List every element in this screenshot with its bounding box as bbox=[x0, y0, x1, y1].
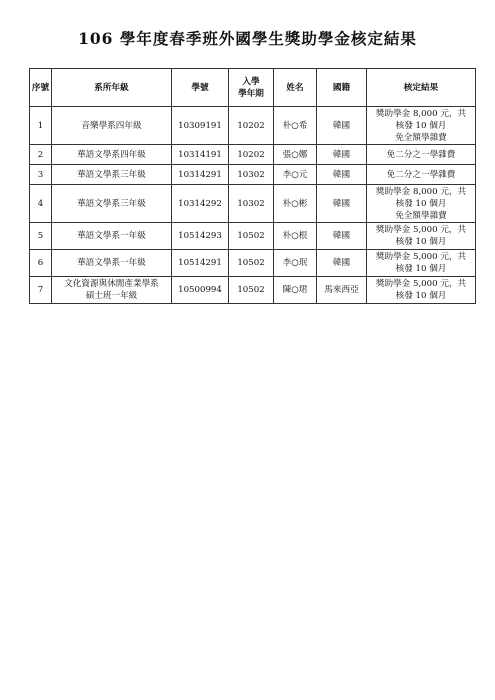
cell-name: 陳○珺 bbox=[274, 277, 317, 304]
cell-result: 獎助學金 5,000 元，共 核發 10 個月 bbox=[367, 250, 476, 277]
cell-student-id: 10314292 bbox=[172, 185, 229, 223]
cell-seq: 1 bbox=[30, 107, 52, 145]
cell-student-id: 10309191 bbox=[172, 107, 229, 145]
cell-name: 張○娜 bbox=[274, 145, 317, 165]
cell-student-id: 10514291 bbox=[172, 250, 229, 277]
cell-nationality: 韓國 bbox=[317, 165, 367, 185]
table-row bbox=[30, 145, 476, 165]
cell-name: 朴○希 bbox=[274, 107, 317, 145]
table-row bbox=[30, 223, 476, 250]
cell-result: 免二分之一學雜費 bbox=[367, 145, 476, 165]
cell-result: 獎助學金 5,000 元，共 核發 10 個月 bbox=[367, 223, 476, 250]
cell-seq: 7 bbox=[30, 277, 52, 304]
table-row bbox=[30, 165, 476, 185]
cell-seq: 2 bbox=[30, 145, 52, 165]
cell-student-id: 10314191 bbox=[172, 145, 229, 165]
cell-result: 獎助學金 5,000 元，共 核發 10 個月 bbox=[367, 277, 476, 304]
cell-entry-term: 10302 bbox=[229, 165, 274, 185]
cell-nationality: 馬來西亞 bbox=[317, 277, 367, 304]
cell-name: 朴○彬 bbox=[274, 185, 317, 223]
cell-result: 獎助學金 8,000 元，共 核發 10 個月 免全額學雜費 bbox=[367, 185, 476, 223]
cell-student-id: 10500994 bbox=[172, 277, 229, 304]
table-header-row bbox=[30, 69, 476, 107]
header-entry-term: 入學 學年期 bbox=[229, 69, 274, 107]
header-result: 核定結果 bbox=[367, 69, 476, 107]
cell-seq: 5 bbox=[30, 223, 52, 250]
header-seq: 序號 bbox=[30, 69, 52, 107]
cell-nationality: 韓國 bbox=[317, 145, 367, 165]
cell-result: 獎助學金 8,000 元，共 核發 10 個月 免全額學雜費 bbox=[367, 107, 476, 145]
cell-dept: 華語文學系四年級 bbox=[52, 145, 172, 165]
cell-name: 李○珉 bbox=[274, 250, 317, 277]
cell-nationality: 韓國 bbox=[317, 107, 367, 145]
cell-dept: 華語文學系一年級 bbox=[52, 250, 172, 277]
cell-nationality: 韓國 bbox=[317, 223, 367, 250]
cell-entry-term: 10502 bbox=[229, 250, 274, 277]
cell-dept: 華語文學系三年級 bbox=[52, 185, 172, 223]
cell-entry-term: 10502 bbox=[229, 223, 274, 250]
table-row bbox=[30, 107, 476, 145]
table-row bbox=[30, 250, 476, 277]
cell-student-id: 10314291 bbox=[172, 165, 229, 185]
cell-entry-term: 10302 bbox=[229, 185, 274, 223]
header-student-id: 學號 bbox=[172, 69, 229, 107]
page-title: 106 學年度春季班外國學生獎助學金核定結果 bbox=[78, 29, 417, 48]
cell-dept: 華語文學系三年級 bbox=[52, 165, 172, 185]
header-dept: 系所年級 bbox=[52, 69, 172, 107]
cell-result: 免二分之一學雜費 bbox=[367, 165, 476, 185]
scholarship-result-table bbox=[29, 68, 476, 304]
cell-dept: 音樂學系四年級 bbox=[52, 107, 172, 145]
cell-nationality: 韓國 bbox=[317, 250, 367, 277]
table-row bbox=[30, 185, 476, 223]
cell-seq: 4 bbox=[30, 185, 52, 223]
cell-student-id: 10514293 bbox=[172, 223, 229, 250]
cell-name: 李○元 bbox=[274, 165, 317, 185]
cell-seq: 6 bbox=[30, 250, 52, 277]
cell-dept: 華語文學系一年級 bbox=[52, 223, 172, 250]
cell-entry-term: 10202 bbox=[229, 145, 274, 165]
cell-seq: 3 bbox=[30, 165, 52, 185]
header-nationality: 國籍 bbox=[317, 69, 367, 107]
cell-entry-term: 10202 bbox=[229, 107, 274, 145]
table-row bbox=[30, 277, 476, 304]
header-name: 姓名 bbox=[274, 69, 317, 107]
cell-nationality: 韓國 bbox=[317, 185, 367, 223]
cell-dept: 文化資源與休閒產業學系 碩士班一年級 bbox=[52, 277, 172, 304]
cell-entry-term: 10502 bbox=[229, 277, 274, 304]
cell-name: 朴○根 bbox=[274, 223, 317, 250]
